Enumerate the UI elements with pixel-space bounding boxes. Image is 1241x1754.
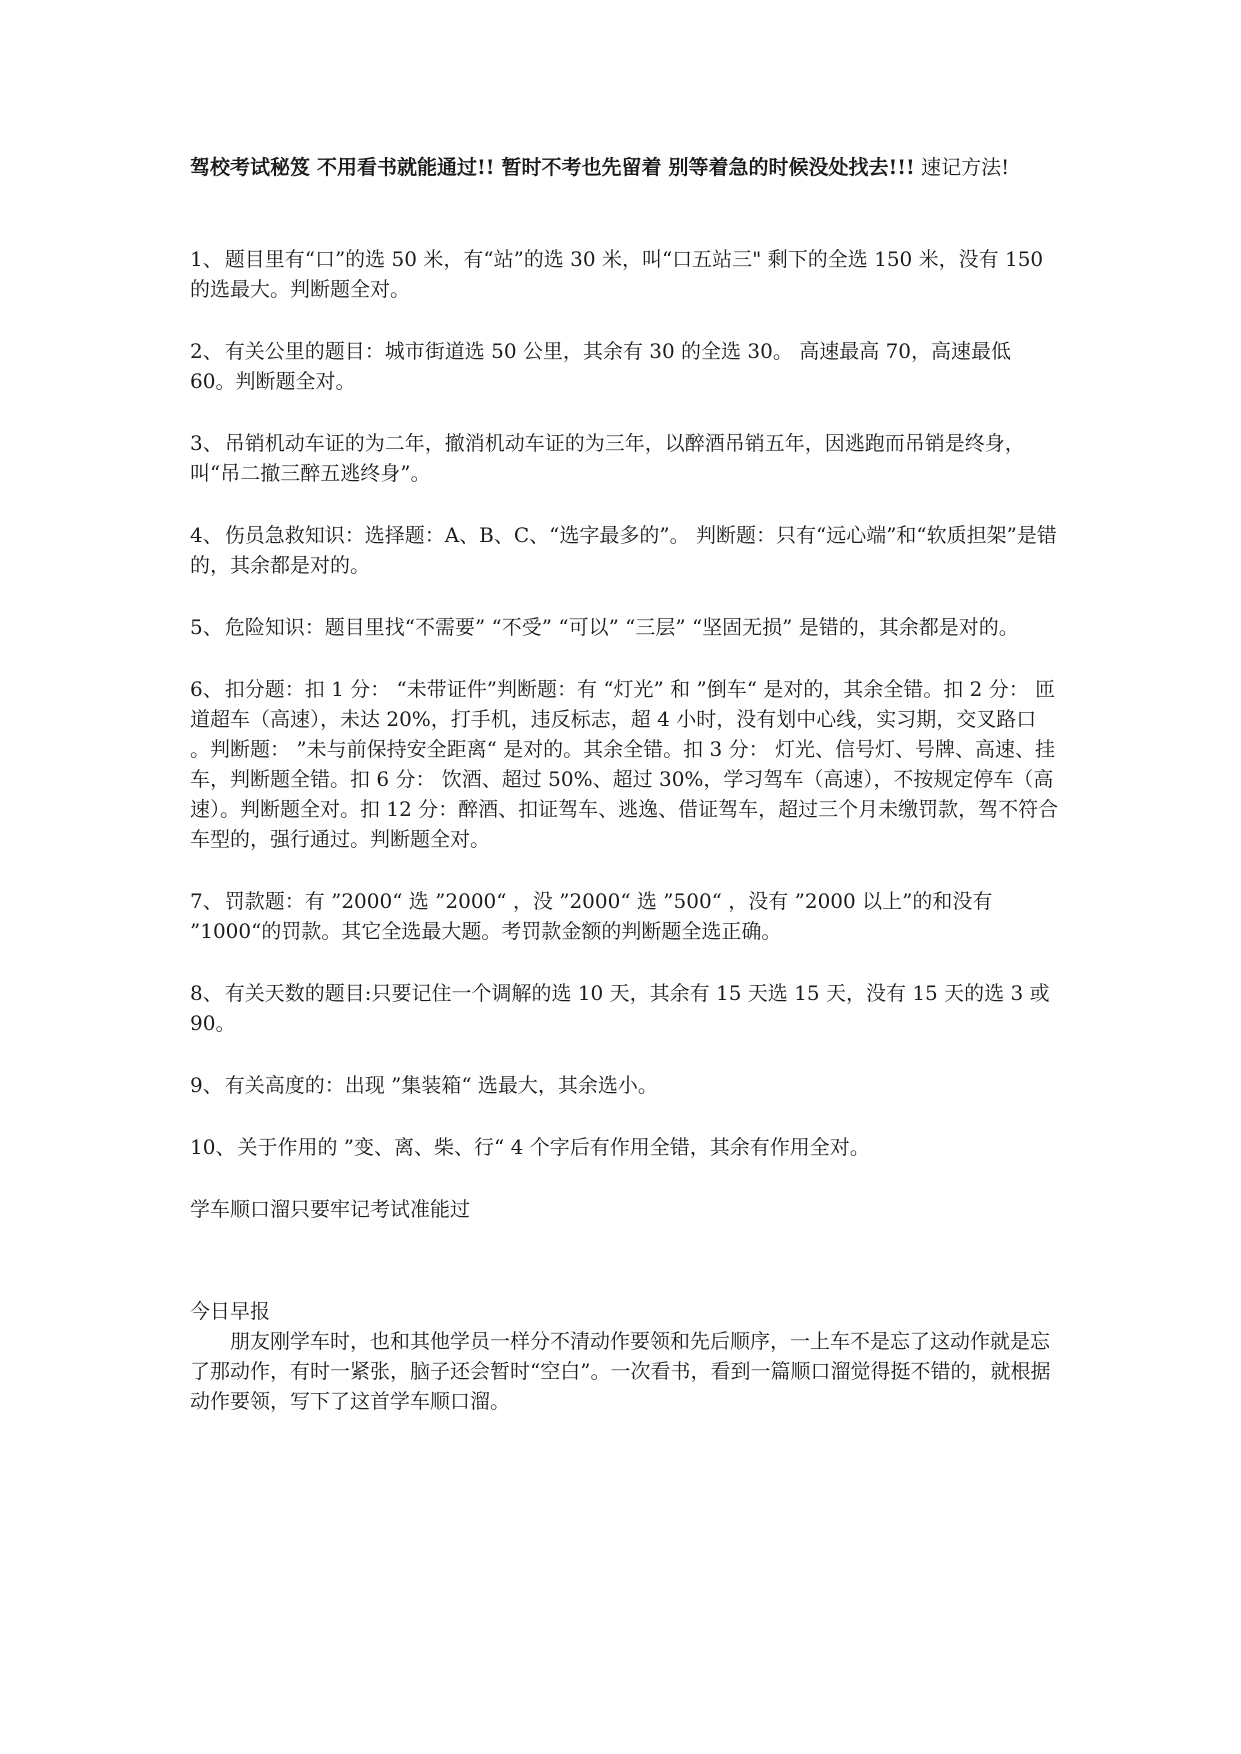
tip-number: 4、 <box>190 523 223 547</box>
tip-number: 2、 <box>190 339 223 363</box>
tip-text: 关于作用的 ”变、离、柴、行“ 4 个字后有作用全错，其余有作用全对。 <box>237 1135 870 1159</box>
report-label: 今日早报 <box>190 1299 270 1323</box>
tip-text: 罚款题：有 ”2000“ 选 ”2000“ ，没 ”2000“ 选 ”500“ ，没有 ”2000 以上”的和没有 ”1000“的罚款。其它全选最大题。考罚款金额的判断题全选正确。 <box>190 889 993 943</box>
tip-item <box>190 428 1060 488</box>
tip-number: 5、 <box>190 615 223 639</box>
tip-number: 10、 <box>190 1135 236 1159</box>
title-plain-text: 速记方法! <box>921 155 1010 179</box>
tip-number: 6、 <box>190 677 223 701</box>
tip-item <box>190 978 1060 1038</box>
tip-item <box>190 1070 1060 1100</box>
tip-item <box>190 886 1060 946</box>
tip-text: 题目里有“口”的选 50 米，有“站”的选 30 米，叫“口五站三" 剩下的全选 150 米，没有 150 的选最大。判断题全对。 <box>190 247 1044 301</box>
tip-item <box>190 336 1060 396</box>
tip-text: 有关天数的题目:只要记住一个调解的选 10 天，其余有 15 天选 15 天，没有 15 天的选 3 或 90。 <box>190 981 1050 1035</box>
tip-number: 9、 <box>190 1073 223 1097</box>
tip-number: 3、 <box>190 431 223 455</box>
tip-text: 扣分题：扣 1 分： “未带证件”判断题：有 “灯光” 和 ”倒车“ 是对的，其余全错。扣 2 分： 匝道超车（高速），未达 20%，打手机，违反标志，超 4 小时，没有划中心线，实习期，交叉路口 。判断题： ”未与前保持安全距离“ 是对的。其余全错。扣 3 分： 灯光、信号灯、号牌、高速、挂车，判断题全错。扣 6 分： 饮酒、超过 50%、超过 30%，学习驾车（高速），不按规定停车（高速）。判断题全对。扣 12 分：醉酒、扣证驾车、逃逸、借证驾车，超过三个月未缴罚款，驾不符合车型的，强行通过。判断题全对。 <box>190 677 1059 851</box>
document-page <box>190 150 1060 1416</box>
tip-number: 7、 <box>190 889 223 913</box>
slogan-line: 学车顺口溜只要牢记考试准能过 <box>190 1197 470 1221</box>
tip-text: 有关公里的题目：城市街道选 50 公里，其余有 30 的全选 30。 高速最高 70，高速最低 60。判断题全对。 <box>190 339 1012 393</box>
document-title <box>190 150 1060 184</box>
intro-paragraph: 朋友刚学车时，也和其他学员一样分不清动作要领和先后顺序，一上车不是忘了这动作就是忘了那动作，有时一紧张，脑子还会暂时“空白”。一次看书，看到一篇顺口溜觉得挺不错的，就根据动作要领，写下了这首学车顺口溜。 <box>190 1329 1051 1413</box>
tip-text: 有关高度的：出现 ”集装箱“ 选最大，其余选小。 <box>224 1073 658 1097</box>
tip-number: 1、 <box>190 247 223 271</box>
tip-number: 8、 <box>190 981 223 1005</box>
tip-item <box>190 520 1060 580</box>
tip-text: 伤员急救知识：选择题：A、B、C、“选字最多的”。 判断题：只有“远心端”和“软质担架”是错的，其余都是对的。 <box>190 523 1057 577</box>
tip-item <box>190 612 1060 642</box>
tip-text: 危险知识：题目里找“不需要” “不受” “可以” “三层” “坚固无损” 是错的，其余都是对的。 <box>224 615 1019 639</box>
tip-item <box>190 1132 1060 1162</box>
tip-item <box>190 674 1060 854</box>
tip-item <box>190 244 1060 304</box>
title-bold-text: 驾校考试秘笈 不用看书就能通过!! 暂时不考也先留着 别等着急的时候没处找去!!! <box>190 155 915 179</box>
tips-list <box>190 244 1060 1162</box>
tip-text: 吊销机动车证的为二年，撤消机动车证的为三年，以醉酒吊销五年，因逃跑而吊销是终身，叫“吊二撤三醉五逃终身”。 <box>190 431 1025 485</box>
